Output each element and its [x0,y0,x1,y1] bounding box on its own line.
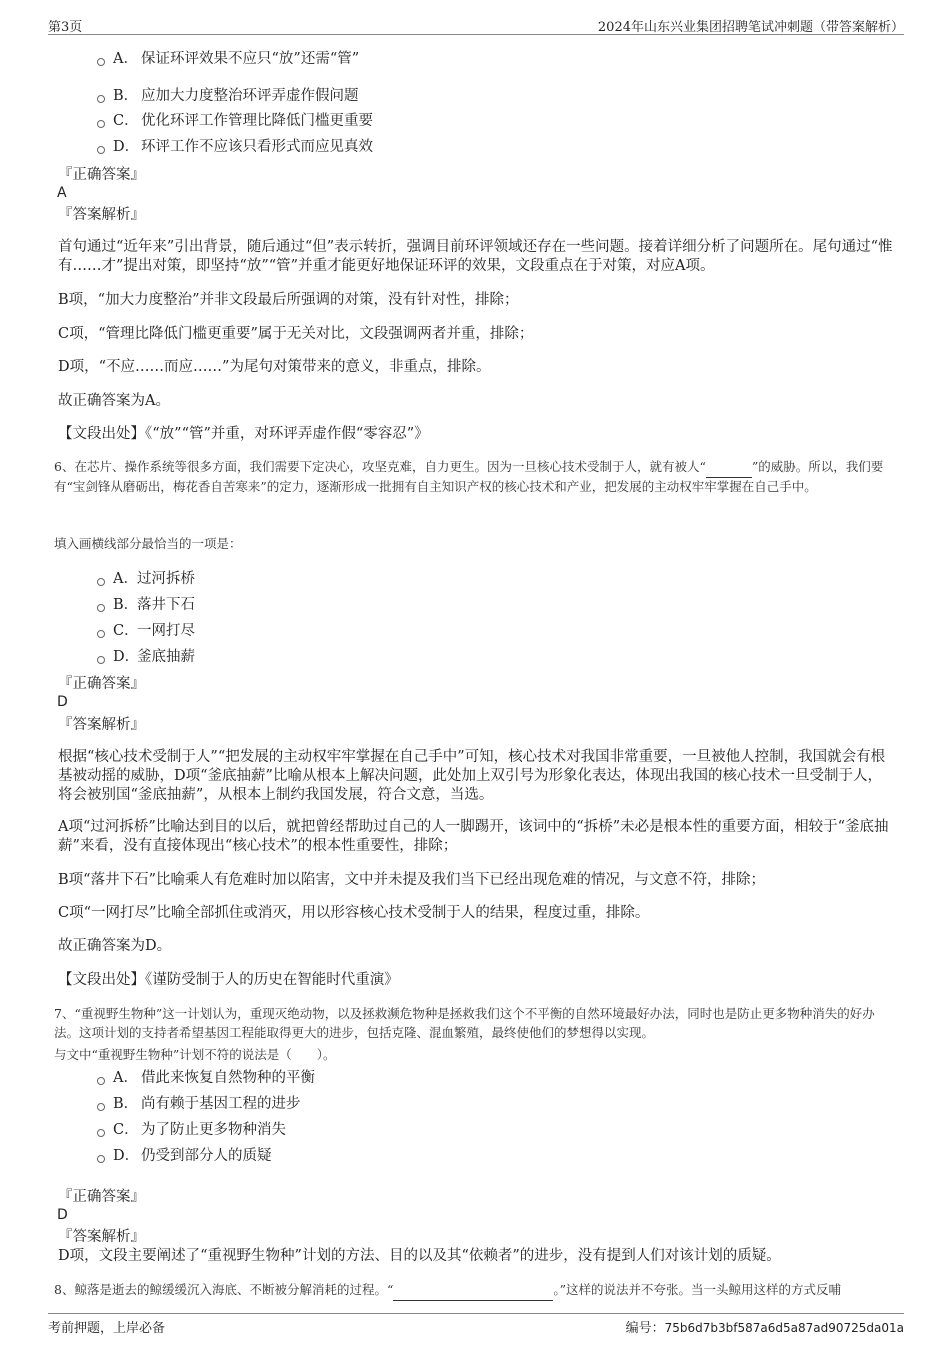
q6-prompt: 填入画横线部分最恰当的一项是： [54,536,242,551]
q5-conclusion: 故正确答案为A。 [58,393,170,409]
q5-analysis-b: B项，“加大力度整治”并非文段最后所强调的对策，没有针对性，排除； [58,292,519,308]
page-header [48,14,904,35]
q7-analysis-label: 『答案解析』 [58,1229,145,1245]
radio-icon[interactable] [97,604,105,612]
q6-answer-label: 『正确答案』 [58,676,145,692]
q6-answer: D [57,694,68,710]
radio-icon[interactable] [97,1129,105,1137]
radio-icon[interactable] [97,1155,105,1163]
q5-analysis-main: 首句通过“近年来”引出背景，随后通过“但”表示转折，强调目前环评领域还存在一些问题。接着详细分析了问题所在。尾句通过“惟有……才”提出对策，即坚持“放”“管”并重才能更好地保证环评的效果，文段重点在于对策，对应A项。 [58,239,893,274]
radio-icon[interactable] [97,656,105,664]
q7-analysis: D项，文段主要阐述了“重视野生物种”计划的方法、目的以及其“依赖者”的进步，没有提到人们对该计划的质疑。 [58,1248,781,1264]
q5-option-b[interactable]: B． 应加大力度整治环评弄虚作假问题 [97,87,359,105]
q6-analysis-label: 『答案解析』 [58,717,145,733]
document-code: 编号：75b6d7b3bf587a6d5a87ad90725da01a [625,1321,904,1336]
q6-analysis-c: C项“一网打尽”比喻全部抓住或消灭，用以形容核心技术受制于人的结果，程度过重，排除。 [58,905,650,921]
page-number: 第3页 [48,20,83,35]
q6-conclusion: 故正确答案为D。 [58,938,172,954]
q6-analysis-main: 根据“核心技术受制于人”“把发展的主动权牢牢掌握在自己手中”可知，核心技术对我国非常重要，一旦被他人控制，我国就会有根基被动摇的威胁，D项“釜底抽薪”比喻从根本上解决问题，此处加上双引号为形象化表达，体现出我国的核心技术一旦受制于人，将会被别国“釜底抽薪”，从根本上制约我国发展，符合文意，当选。 [58,749,886,803]
document-title: 2024年山东兴业集团招聘笔试冲刺题（带答案解析） [597,20,904,35]
q7-option-b[interactable]: B． 尚有赖于基因工程的进步 [97,1095,301,1113]
q5-analysis-label: 『答案解析』 [58,207,145,223]
footer-slogan: 考前押题，上岸必备 [48,1321,166,1336]
radio-icon[interactable] [97,1077,105,1085]
q7-answer: D [57,1207,68,1223]
q5-option-c[interactable]: C． 优化环评工作管理比降低门槛更重要 [97,112,373,130]
q5-analysis-d: D项，“不应……而应……”为尾句对策带来的意义，非重点，排除。 [58,359,491,375]
q6-source: 【文段出处】《谨防受制于人的历史在智能时代重演》 [58,972,399,988]
q7-answer-label: 『正确答案』 [58,1189,145,1205]
q6-option-b[interactable]: B．落井下石 [97,596,195,614]
q6-option-d[interactable]: D．釜底抽薪 [97,648,195,666]
q7-option-c[interactable]: C． 为了防止更多物种消失 [97,1121,286,1139]
q5-option-d[interactable]: D． 环评工作不应该只看形式而应见真效 [97,138,373,156]
q8-stem: 8、鲸落是逝去的鲸缓缓沉入海底、不断被分解消耗的过程。“ 。”这样的说法并不夸张。当一头鲸用这样的方式反哺 [54,1281,896,1301]
fill-blank [706,458,752,478]
q5-answer-label: 『正确答案』 [58,167,145,183]
fill-blank [393,1281,553,1301]
q5-option-a[interactable]: A． 保证环评效果不应只“放”还需“管” [97,50,359,68]
q6-stem: 6、在芯片、操作系统等很多方面，我们需要下定决心，攻坚克难，自力更生。因为一旦核心技术受制于人，就有被人“ ”的威胁。所以，我们要有“宝剑锋从磨砺出，梅花香自苦寒来”的定力，逐渐形成一批拥有自主知识产权的核心技术和产业，把发展的主动权牢牢掌握在自己手中。 [54,459,884,494]
radio-icon[interactable] [97,58,105,66]
radio-icon[interactable] [97,120,105,128]
q6-analysis-a: A项“过河拆桥”比喻达到目的以后，就把曾经帮助过自己的人一脚踢开，该词中的“拆桥”未必是根本性的重要方面，相较于“釜底抽薪”来看，没有直接体现出“核心技术”的根本性重要性，排除； [58,819,889,854]
q5-source: 【文段出处】《“放”“管”并重，对环评弄虚作假“零容忍”》 [58,426,429,442]
q6-option-c[interactable]: C．一网打尽 [97,622,195,640]
q7-option-d[interactable]: D． 仍受到部分人的质疑 [97,1147,272,1165]
radio-icon[interactable] [97,146,105,154]
page-footer [48,1313,904,1336]
q7-option-a[interactable]: A． 借此来恢复自然物种的平衡 [97,1069,315,1087]
q7-stem: 7、“重视野生物种”这一计划认为，重现灭绝动物，以及拯救濒危物种是拯救我们这个不平衡的自然环境最好办法，同时也是防止更多物种消失的好办法。这项计划的支持者希望基因工程能取得更大的进步，包括克隆、混血繁殖，最终使他们的梦想得以实现。 [54,1006,875,1040]
radio-icon[interactable] [97,578,105,586]
q6-option-a[interactable]: A．过河拆桥 [97,570,195,588]
q5-answer: A [57,185,67,201]
q6-analysis-b: B项“落井下石”比喻乘人有危难时加以陷害，文中并未提及我们当下已经出现危难的情况，与文意不符，排除； [58,872,765,888]
radio-icon[interactable] [97,630,105,638]
radio-icon[interactable] [97,1103,105,1111]
q7-prompt: 与文中“重视野生物种”计划不符的说法是（ ）。 [54,1047,336,1062]
q5-analysis-c: C项，“管理比降低门槛更重要”属于无关对比，文段强调两者并重，排除； [58,326,534,342]
radio-icon[interactable] [97,95,105,103]
